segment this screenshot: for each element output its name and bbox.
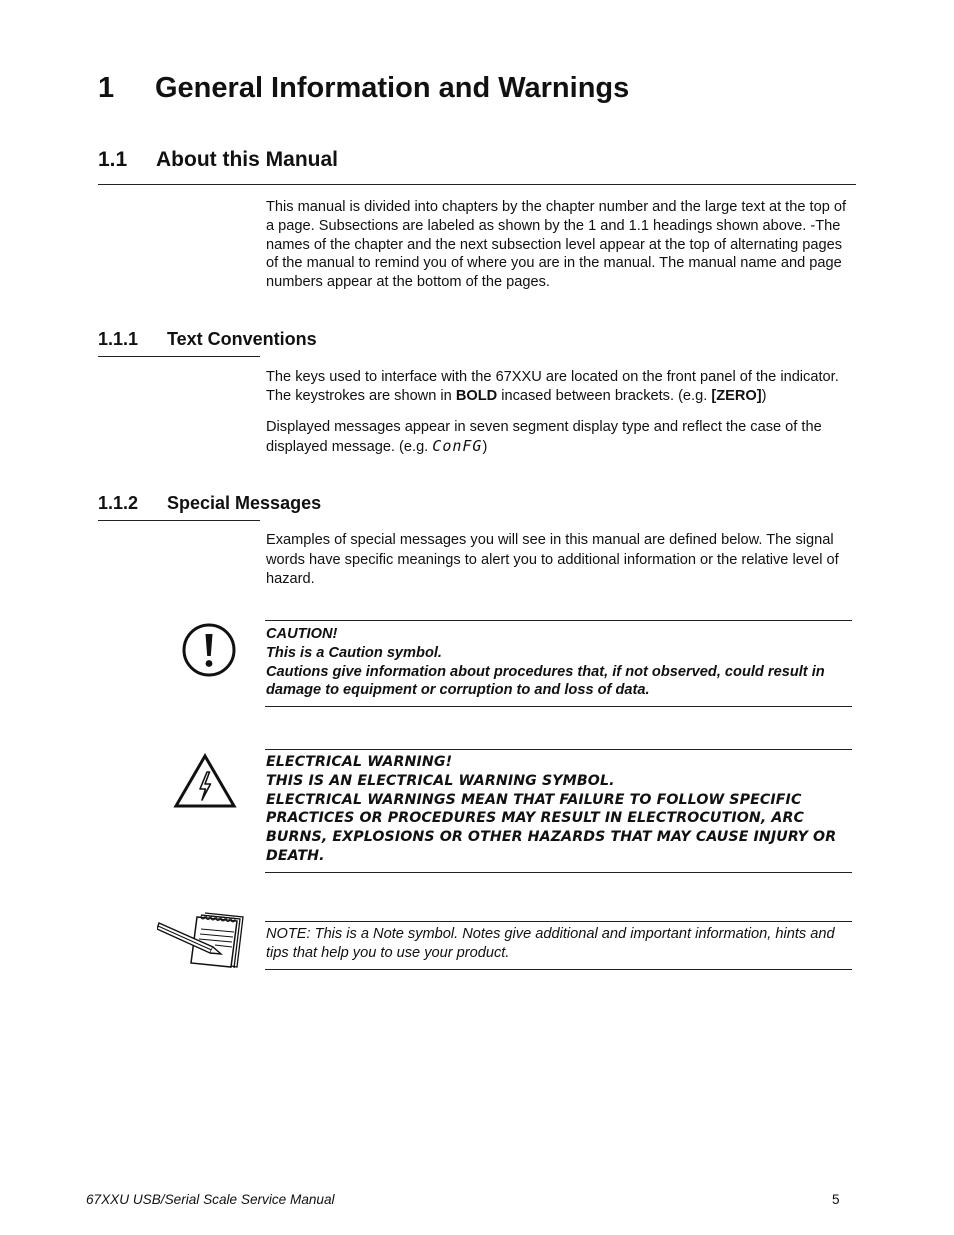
zero-key-example: [ZERO] xyxy=(711,387,762,404)
bold-word: BOLD xyxy=(455,387,498,404)
display-text: Displayed messages appear in seven segment display type and reflect the case of the displayed message. (e.g. xyxy=(266,419,822,455)
subsection-rule xyxy=(98,520,260,521)
about-paragraph: This manual is divided into chapters by the chapter number and the large text at the top of a page. Subsections are labeled as shown by the 1 and 1.1 headings shown above. -The names of the chapter and the next subsection level appear at the top of alternating pages of the manual to remind you of where you are in the manual. The manual name and page numbers appear at the bottom of the pages. xyxy=(266,199,847,291)
subsection-title: Special Messages xyxy=(167,493,322,513)
caution-body: Cautions give information about procedures that, if not observed, could result in damage to equipment or corruption to and loss of data. xyxy=(266,663,825,699)
note-message: NOTE: This is a Note symbol. Notes give additional and important information, hints and tips that help you to use your product. xyxy=(266,926,835,961)
electrical-subheading: THIS IS AN ELECTRICAL WARNING SYMBOL. xyxy=(266,772,615,789)
footer-manual-name: 67XXU USB/Serial Scale Service Manual xyxy=(86,1192,335,1207)
caution-bottom-rule xyxy=(265,706,852,707)
electrical-warning-icon xyxy=(172,752,238,810)
keys-paragraph xyxy=(266,368,858,406)
electrical-body: ELECTRICAL WARNINGS MEAN THAT FAILURE TO FOLLOW SPECIFIC PRACTICES OR PROCEDURES MAY RESULT IN ELECTROCUTION, ARC BURNS, EXPLOSIONS OR OTHER HAZARDS THAT MAY CAUSE INJURY OR DEATH. xyxy=(266,791,837,864)
keys-text-3: ) xyxy=(761,387,767,404)
subsection-number: 1.1.1 xyxy=(98,329,139,349)
note-top-rule xyxy=(265,921,852,922)
subsection-heading-special-messages xyxy=(98,493,321,514)
caution-exclamation-icon xyxy=(181,622,237,678)
chapter-heading xyxy=(98,72,629,105)
caution-message xyxy=(266,625,852,700)
display-paragraph xyxy=(266,418,858,457)
note-pad-icon xyxy=(157,909,245,969)
keys-text-2: incased between brackets. (e.g. xyxy=(497,387,712,404)
caution-subheading: This is a Caution symbol. xyxy=(266,644,442,661)
section-number: 1.1 xyxy=(98,148,128,171)
electrical-bottom-rule xyxy=(265,872,852,873)
electrical-top-rule xyxy=(265,749,852,750)
subsection-number: 1.1.2 xyxy=(98,493,139,513)
footer-page-number: 5 xyxy=(832,1192,840,1207)
subsection-rule xyxy=(98,356,260,357)
caution-heading: CAUTION! xyxy=(266,626,338,642)
display-text-2: ) xyxy=(482,438,488,455)
section-heading xyxy=(98,148,338,172)
note-bottom-rule xyxy=(265,969,852,970)
subsection-title: Text Conventions xyxy=(167,329,317,349)
subsection-heading-text-conventions xyxy=(98,329,317,350)
section-title: About this Manual xyxy=(156,148,338,171)
electrical-heading: ELECTRICAL WARNING! xyxy=(266,754,453,770)
chapter-title: General Information and Warnings xyxy=(155,72,630,104)
seven-segment-example: ConFG xyxy=(432,436,483,455)
electrical-message xyxy=(266,753,852,866)
section-rule xyxy=(98,184,856,185)
chapter-number: 1 xyxy=(98,72,115,104)
caution-top-rule xyxy=(265,620,852,621)
special-messages-intro: Examples of special messages you will see in this manual are defined below. The signal words have specific meanings to alert you to additional information or the relative level of hazard. xyxy=(266,532,839,587)
keys-text: The keys used to interface with the 67XXU are located on the front panel of the indicator. The keystrokes are shown in xyxy=(266,369,839,404)
